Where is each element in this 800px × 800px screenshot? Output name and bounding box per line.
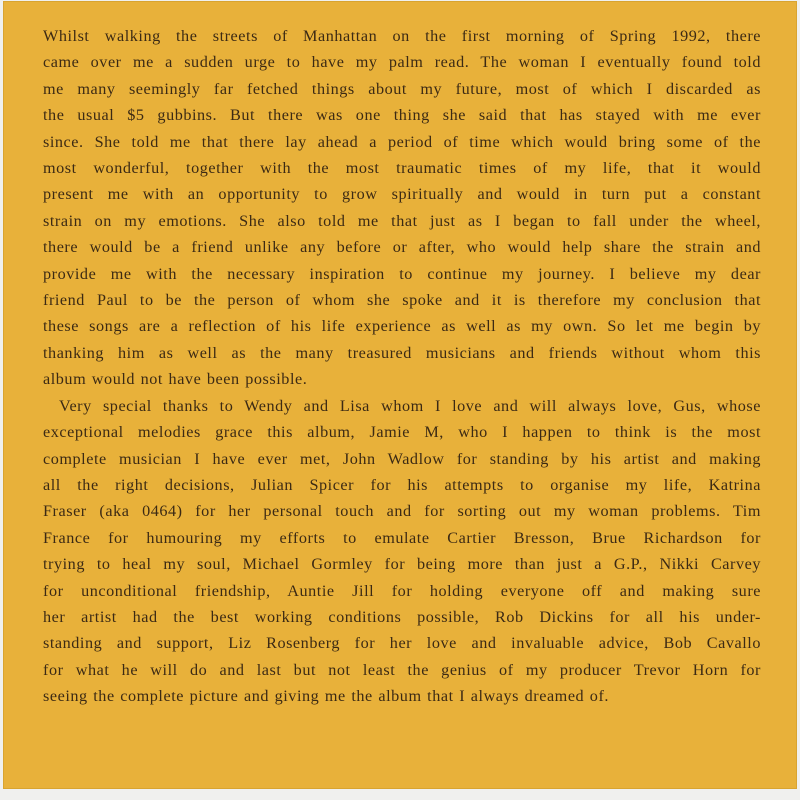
text-line: provide me with the necessary inspiration to continue my journey. I believe my dear <box>43 264 761 283</box>
text-line: these songs are a reflection of his life experience as well as my own. So let me begin by <box>43 317 761 336</box>
text-line: Whilst walking the streets of Manhattan on the first morning of Spring 1992, there <box>43 27 761 45</box>
paragraph-intro <box>43 23 761 393</box>
paragraph-thanks <box>43 393 761 710</box>
text-line: Fraser (aka 0464) for her personal touch and for sorting out my woman problems. Tim <box>43 502 761 521</box>
text-line: since. She told me that there lay ahead a period of time which would bring some of the <box>43 132 761 151</box>
text-line: France for humouring my efforts to emulate Cartier Bresson, Brue Richardson for <box>43 528 761 547</box>
text-line: all the right decisions, Julian Spicer for his attempts to organise my life, Katrina <box>43 475 761 494</box>
text-line: for unconditional friendship, Auntie Jill for holding everyone off and making sure <box>43 581 761 600</box>
text-line: most wonderful, together with the most traumatic times of my life, that it would <box>43 159 761 178</box>
text-line: complete musician I have ever met, John Wadlow for standing by his artist and making <box>43 449 761 468</box>
text-line: there would be a friend unlike any before or after, who would help share the strain and <box>43 238 761 257</box>
text-line: friend Paul to be the person of whom she spoke and it is therefore my conclusion that <box>43 291 761 310</box>
text-line: thanking him as well as the many treasured musicians and friends without whom this <box>43 343 761 362</box>
text-line: Very special thanks to Wendy and Lisa whom I love and will always love, Gus, whose <box>59 396 761 415</box>
text-line: exceptional melodies grace this album, Jamie M, who I happen to think is the most <box>43 423 761 442</box>
liner-notes-page <box>4 2 796 788</box>
text-line: her artist had the best working conditions possible, Rob Dickins for all his under- <box>43 607 761 626</box>
text-line: the usual $5 gubbins. But there was one thing she said that has stayed with me ever <box>43 106 761 125</box>
text-line: came over me a sudden urge to have my palm read. The woman I eventually found told <box>43 53 761 72</box>
text-line: album would not have been possible. <box>43 370 308 389</box>
text-line: for what he will do and last but not least the genius of my producer Trevor Horn for <box>43 660 761 679</box>
text-line: standing and support, Liz Rosenberg for her love and invaluable advice, Bob Cavallo <box>43 634 761 653</box>
liner-notes-text <box>43 23 761 710</box>
text-line: trying to heal my soul, Michael Gormley for being more than just a G.P., Nikki Carvey <box>43 555 761 574</box>
text-line: strain on my emotions. She also told me that just as I began to fall under the wheel, <box>43 211 761 230</box>
text-line: present me with an opportunity to grow spiritually and would in turn put a constant <box>43 185 761 204</box>
text-line: me many seemingly far fetched things about my future, most of which I discarded as <box>43 79 761 98</box>
text-line: seeing the complete picture and giving me the album that I always dreamed of. <box>43 687 609 706</box>
